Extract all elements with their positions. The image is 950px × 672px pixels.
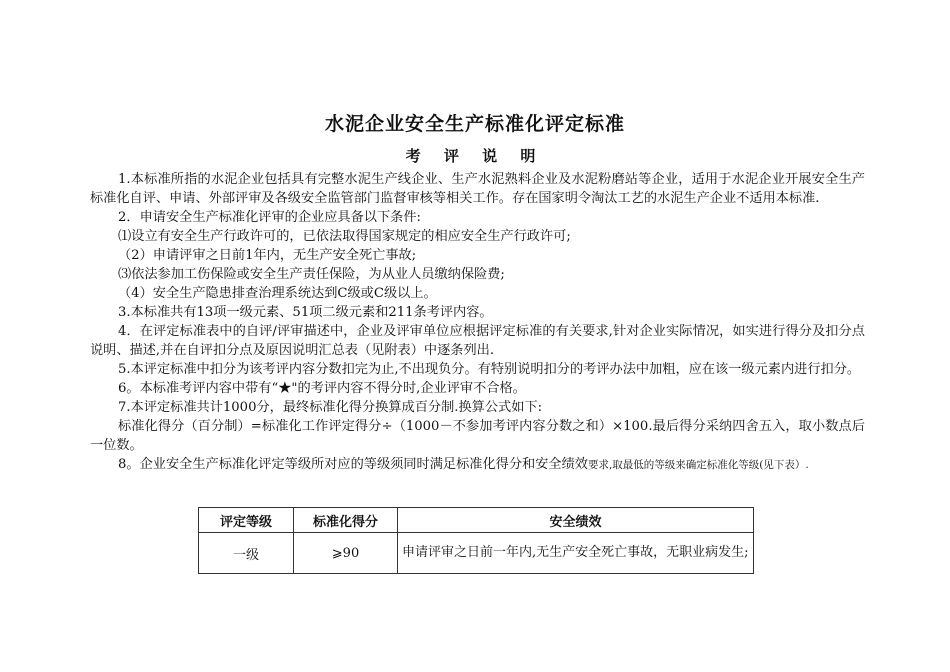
condition-2: （2）申请评审之日前1年内，无生产安全死亡事故;: [118, 248, 417, 263]
header-score: 标准化得分: [294, 508, 398, 533]
paragraph-6: 6。本标准考评内容中带有“★"的考评内容不得分时,企业评审不合格。: [118, 381, 526, 396]
cell-performance: 申请评审之日前一年内,无生产安全死亡事故，无职业病发生;: [398, 533, 754, 574]
paragraph-7: 7.本评定标准共计1000分，最终标准化得分换算成百分制.换算公式如下:: [118, 400, 543, 415]
table-header-row: [199, 508, 754, 533]
paragraph-8-main: 8。企业安全生产标准化评定等级所对应的等级须同时满足标准化得分和安全绩效: [118, 457, 588, 472]
section-subtitle: 考 评 说 明: [405, 147, 545, 165]
condition-1: ⑴设立有安全生产行政许可的，已依法取得国家规定的相应安全生产行政许可;: [118, 229, 571, 244]
cell-grade: 一级: [199, 533, 294, 574]
table-row: [199, 533, 754, 574]
document-body: [90, 170, 865, 475]
document-title: 水泥企业安全生产标准化评定标准: [324, 113, 625, 135]
paragraph-5: 5.本评定标准中扣分为该考评内容分数扣完为止,不出现负分。有特别说明扣分的考评办法中加粗，应在该一级元素内进行扣分。: [118, 362, 861, 377]
paragraph-4: 4．在评定标准表中的自评/评审描述中，企业及评审单位应根据评定标准的有关要求,针对企业实际情况，如实进行得分及扣分点说明、描述,并在自评扣分点及原因说明汇总表（见附表）中逐条列出.: [90, 324, 865, 358]
paragraph-3: 3.本标准共有13项一级元素、51项二级元素和211条考评内容。: [118, 305, 493, 320]
paragraph-8: [90, 455, 865, 475]
header-performance: 安全绩效: [398, 508, 754, 533]
cell-score: ⩾90: [294, 533, 398, 574]
condition-4: （4）安全生产隐患排查治理系统达到C级或C级以上。: [118, 286, 437, 301]
paragraph-1: 1.本标准所指的水泥企业包括具有完整水泥生产线企业、生产水泥熟料企业及水泥粉磨站等企业，适用于水泥企业开展安全生产标准化自评、申请、外部评审及各级安全监管部门监督审核等相关工作。存在国家明令淘汰工艺的水泥生产企业不适用本标准.: [90, 172, 865, 206]
paragraph-8-note: 要求,取最低的等级来确定标准化等级(见下表）.: [587, 459, 809, 471]
condition-3: ⑶依法参加工伤保险或安全生产责任保险，为从业人员缴纳保险费;: [118, 267, 505, 282]
formula-paragraph: 标准化得分（百分制）=标准化工作评定得分÷（1000－不参加考评内容分数之和）×100.最后得分采纳四舍五入，取小数点后一位数。: [90, 419, 865, 453]
paragraph-2: 2．申请安全生产标准化评审的企业应具备以下条件:: [118, 210, 421, 225]
grade-table: [198, 507, 754, 574]
header-grade: 评定等级: [199, 508, 294, 533]
